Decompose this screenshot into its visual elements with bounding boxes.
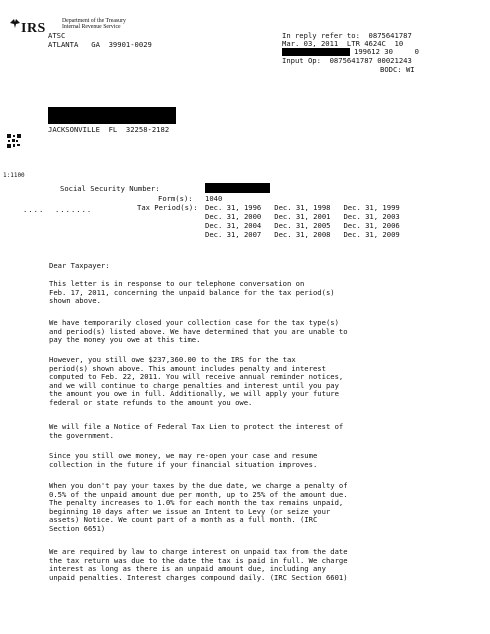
margin-mark: 1:1100	[3, 172, 25, 179]
logo-mark: IRS	[21, 21, 46, 36]
tax-period-row: Dec. 31, 2004 Dec. 31, 2005 Dec. 31, 2006	[205, 221, 400, 230]
form-value: 1040	[205, 194, 223, 203]
barcode-icon	[6, 133, 22, 149]
dotted-leader: .... .......	[23, 205, 93, 214]
paragraph-tax-lien: We will file a Notice of Federal Tax Lien to protect the interest of the government.	[49, 422, 344, 440]
salutation: Dear Taxpayer:	[49, 261, 110, 270]
reply-reference-line: In reply refer to: 0875641787	[282, 31, 412, 40]
paragraph-case-closed: We have temporarily closed your collection case for the tax type(s) and period(s) listed above. We have determined that you are unable to pay the money you owe at this time.	[49, 318, 348, 344]
eagle-icon	[9, 17, 21, 29]
reference-number-line: 199612 30 0	[354, 47, 419, 56]
paragraph-interest: We are required by law to charge interest on unpaid tax from the date the tax return was due to the date the tax is paid in full. We charge interest as long as there is an unpaid amount due, including any unpaid penalties. Interest charges compound daily. (IRC Section 6601)	[49, 547, 348, 582]
form-label: Form(s):	[158, 194, 193, 203]
paragraph-penalty: When you don't pay your taxes by the due date, we charge a penalty of 0.5% of the unpaid amount due per month, up to 25% of the amount due. The penalty increases to 1.0% for each month the tax remains unpaid, beginning 10 days after we issue an Intent to Levy (or seize your assets) Notice. We count part of a month as a full month. (IRC Section 6651)	[49, 481, 348, 533]
bodc-line: BODC: WI	[380, 65, 415, 74]
input-operator-line: Input Op: 0875641787 00021243	[282, 56, 412, 65]
tax-period-row: Dec. 31, 2000 Dec. 31, 2001 Dec. 31, 2003	[205, 212, 400, 221]
redaction-bar	[282, 48, 350, 56]
paragraph-reopen-case: Since you still owe money, we may re-open your case and resume collection in the future if your financial situation improves.	[49, 451, 318, 469]
tax-period-row: Dec. 31, 1996 Dec. 31, 1998 Dec. 31, 1999	[205, 203, 400, 212]
redacted-name-address	[48, 107, 176, 124]
tax-periods-label: Tax Period(s):	[137, 203, 198, 212]
redacted-ssn	[205, 183, 270, 193]
paragraph-amount-owed: However, you still owe $237,360.00 to the IRS for the tax period(s) shown above. This amount includes penalty and interest computed to Feb. 22, 2011. You will receive annual reminder notices, and we will continue to charge penalties and interest until you pay the amount you owe in full. Additionally, we will apply your future federal or state refunds to the amount you owe.	[49, 355, 344, 407]
department-name: Department of the Treasury Internal Revenue Service	[62, 18, 126, 30]
tax-period-row: Dec. 31, 2007 Dec. 31, 2008 Dec. 31, 2009	[205, 230, 400, 239]
irs-logo	[21, 17, 126, 37]
sender-address: ATSC ATLANTA GA 39901-0029	[48, 31, 152, 49]
ssn-label: Social Security Number:	[60, 184, 160, 193]
letter-date-line: Mar. 03, 2011 LTR 4624C 10	[282, 39, 404, 48]
paragraph-response: This letter is in response to our telephone conversation on Feb. 17, 2011, concerning the unpaid balance for the tax period(s) shown above.	[49, 279, 335, 305]
addressee-city-line: JACKSONVILLE FL 32258-2182	[48, 125, 170, 134]
